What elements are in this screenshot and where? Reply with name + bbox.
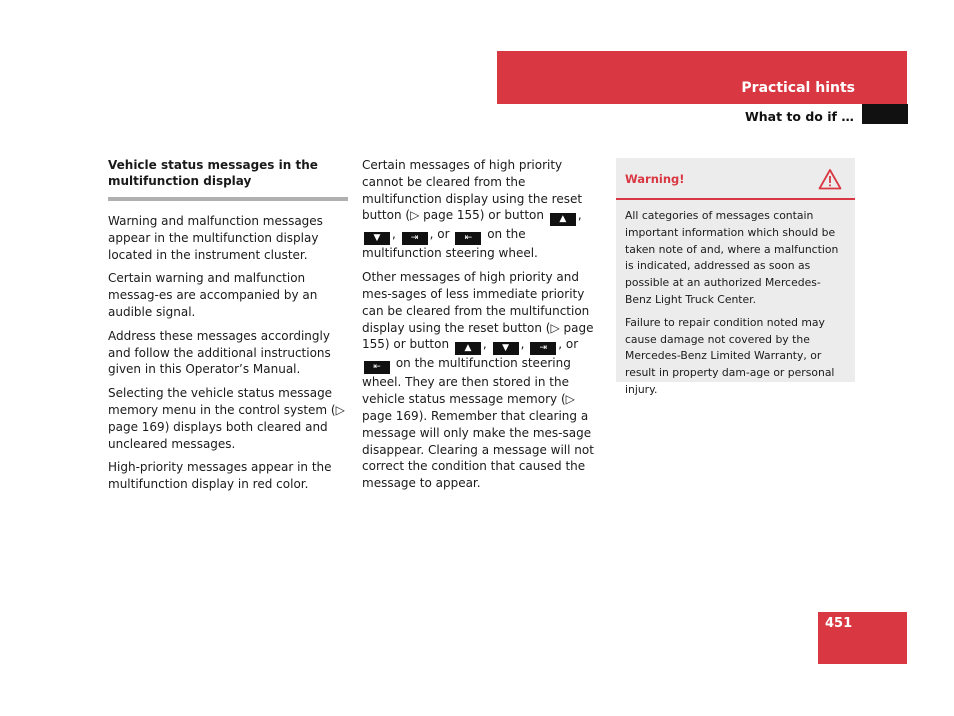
warning-title: Warning! xyxy=(625,172,685,186)
paragraph: High-priority messages appear in the multifunction display in red color. xyxy=(108,460,332,492)
separator: , xyxy=(482,337,487,352)
separator: , xyxy=(520,337,525,352)
section-title: Vehicle status messages in the multifunction display xyxy=(108,158,318,188)
next-button-icon: ⇥ xyxy=(402,232,428,245)
column-middle xyxy=(362,157,604,499)
separator: , or xyxy=(429,227,450,242)
up-button-icon: ▲ xyxy=(550,213,576,226)
header-bar xyxy=(497,51,907,104)
next-button-icon: ⇥ xyxy=(530,342,556,355)
column-left xyxy=(108,157,348,500)
warning-text: All categories of messages contain important information which should be taken note of and, where a malfunction is indicated, addressed as soon as possible at an authorized Mercedes-Benz Light Truck Center. xyxy=(625,209,839,306)
sub-tab-marker xyxy=(862,104,908,124)
warning-box xyxy=(616,158,855,396)
section-divider xyxy=(108,197,348,201)
warning-text: Failure to repair condition noted may cause damage not covered by the Mercedes-Benz Limited Warranty, or result in property dam-age or personal injury. xyxy=(625,315,835,396)
header-title: Practical hints xyxy=(741,80,855,96)
paragraph: Address these messages accordingly and follow the additional instructions given in this Operator’s Manual. xyxy=(108,328,331,377)
text: on the multifunction steering wheel. xyxy=(362,227,538,261)
paragraph: Selecting the vehicle status message memory menu in the control system (▷ page 169) displays both cleared and uncleared messages. xyxy=(108,386,345,451)
warning-header xyxy=(616,158,855,200)
separator: , or xyxy=(558,337,579,352)
paragraph: Warning and malfunction messages appear in the multifunction display located in the instrument cluster. xyxy=(108,214,323,262)
back-button-icon: ⇤ xyxy=(364,361,390,374)
text: on the multifunction steering wheel. They are then stored in the vehicle status message memory (▷ page 169). Remember that clearing a message will only make the mes-sage disappear. Clearing a message will not correct the condition that caused the message to appear. xyxy=(362,356,594,491)
warning-triangle-icon xyxy=(818,168,842,190)
up-button-icon: ▲ xyxy=(455,342,481,355)
paragraph: Certain warning and malfunction messag-es are accompanied by an audible signal. xyxy=(108,271,318,319)
text: Certain messages of high priority cannot be cleared from the multifunction display using the reset button (▷ page 155) or button xyxy=(362,158,583,223)
paragraph xyxy=(362,157,604,262)
separator: , xyxy=(577,208,582,223)
sub-title: What to do if … xyxy=(745,109,854,124)
down-button-icon: ▼ xyxy=(364,232,390,245)
warning-body xyxy=(616,200,855,399)
text: Other messages of high priority and mes-sages of less immediate priority can be cleared from the multifunction display using the reset button (▷ page 155) or button xyxy=(362,270,594,352)
down-button-icon: ▼ xyxy=(493,342,519,355)
separator: , xyxy=(392,227,396,242)
back-button-icon: ⇤ xyxy=(455,232,481,245)
paragraph xyxy=(362,269,604,492)
page-number: 451 xyxy=(825,616,853,631)
page-number-box xyxy=(818,612,907,664)
